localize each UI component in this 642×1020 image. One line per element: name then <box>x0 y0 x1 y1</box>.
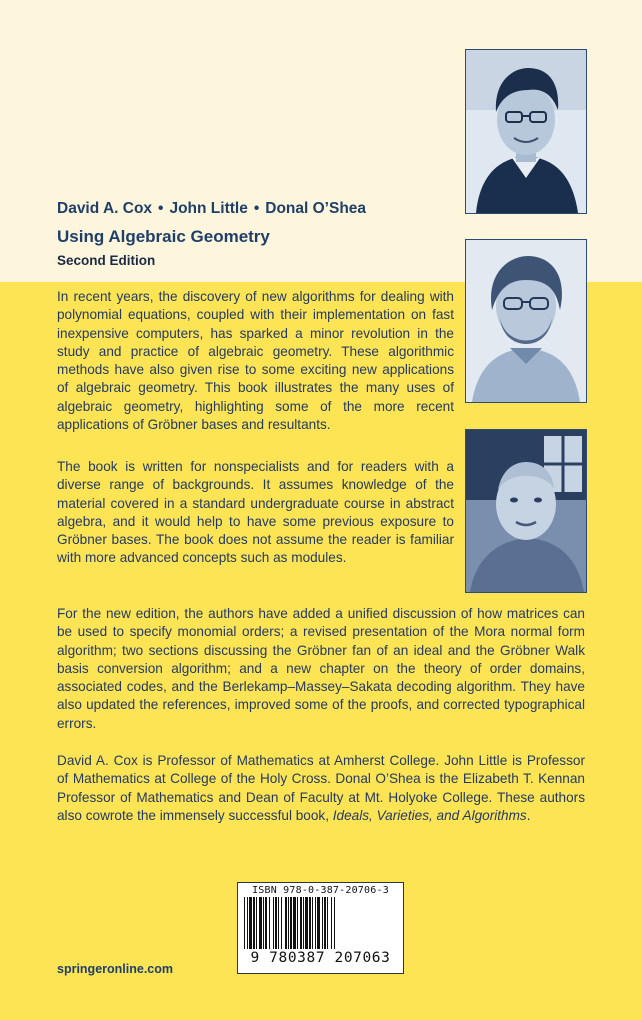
barcode-bar <box>327 897 328 949</box>
author-name: John Little <box>169 200 248 217</box>
barcode-digits: 9 780387 207063 <box>250 950 391 966</box>
barcode-bar <box>244 897 245 949</box>
barcode-bar <box>253 897 255 949</box>
barcode-bar <box>293 897 296 949</box>
barcode-bar <box>300 897 302 949</box>
edition-label: Second Edition <box>57 253 156 268</box>
author-name: Donal O’Shea <box>265 200 367 217</box>
barcode-bar <box>309 897 311 949</box>
author-photo-little <box>465 239 587 403</box>
barcode-bar <box>290 897 292 949</box>
barcode-bar <box>315 897 316 949</box>
barcode-bars <box>242 897 399 957</box>
barcode-bar <box>305 897 308 949</box>
barcode-bar <box>263 897 264 949</box>
barcode-bar <box>312 897 313 949</box>
barcode-bar <box>275 897 277 949</box>
barcode-bar <box>324 897 326 949</box>
description-paragraph: For the new edition, the authors have added a unified discussion of how matrices can be used to specify monomial orders; a revised presentation of the Mora normal form algorithm; two sections discussing the Gröbner fan of an ideal and the Gröbner Walk basis conversion algorithm; and a new chapter on the theory of order domains, associated codes, and the Berlekamp–Massey–Sakata decoding algorithm. They have also updated the references, improved some of the proofs, and corrected typographical errors. <box>57 606 585 731</box>
publisher-website[interactable]: springeronline.com <box>57 962 173 976</box>
barcode-bar <box>269 897 270 949</box>
author-separator: • <box>253 200 260 217</box>
author-photo-cox <box>465 49 587 214</box>
bio-end: . <box>526 807 531 823</box>
isbn-number: ISBN 978-0-387-20706-3 <box>252 885 389 896</box>
author-separator: • <box>158 200 164 217</box>
referenced-book-title: Ideals, Varieties, and Algorithms <box>332 807 527 823</box>
barcode-bar <box>265 897 267 949</box>
author-names <box>57 200 366 218</box>
barcode-bar <box>259 897 262 949</box>
barcode-bar <box>247 897 248 949</box>
barcode-bar <box>256 897 257 949</box>
bio-text: David A. Cox is Professor of Mathematics at Amherst College. John Little is Professor of Mathematics at College of the Holy Cross. Donal O’Shea is the Elizabeth T. Kennan Professor of Mathematics and Dean of Faculty at Mt. Holyoke College. These authors also cowrote the immensely successful book, <box>57 753 585 823</box>
barcode-bar <box>288 897 289 949</box>
barcode-bar <box>273 897 274 949</box>
barcode-bar <box>297 897 298 949</box>
description-paragraph: In recent years, the discovery of new algorithms for dealing with polynomial equations, coupled with their implementation on fast inexpensive computers, has sparked a minor revolution in the study and practice of algebraic geometry. These algorithmic methods have also given rise to some exciting new applications of algebraic geometry. This book illustrates the many uses of algebraic geometry, highlighting some of the more recent applications of Gröbner bases and resultants. <box>57 289 454 433</box>
barcode-bar <box>249 897 252 949</box>
isbn-barcode <box>237 882 404 974</box>
book-title: Using Algebraic Geometry <box>57 227 270 246</box>
barcode-bar <box>334 897 335 949</box>
barcode-bar <box>331 897 332 949</box>
barcode-bar <box>303 897 304 949</box>
barcode-bar <box>317 897 320 949</box>
author-name: David A. Cox <box>57 200 153 217</box>
barcode-bar <box>281 897 282 949</box>
author-photo-oshea <box>465 429 587 593</box>
author-bio-paragraph <box>57 752 585 825</box>
barcode-bar <box>285 897 287 949</box>
barcode-bar <box>322 897 323 949</box>
description-paragraph: The book is written for nonspecialists and for readers with a diverse range of backgrounds. It assumes knowledge of the material covered in a standard undergraduate course in abstract algebra, and it would help to have some previous exposure to Gröbner bases. The book does not assume the reader is familiar with more advanced concepts such as modules. <box>57 459 454 566</box>
barcode-bar <box>278 897 279 949</box>
